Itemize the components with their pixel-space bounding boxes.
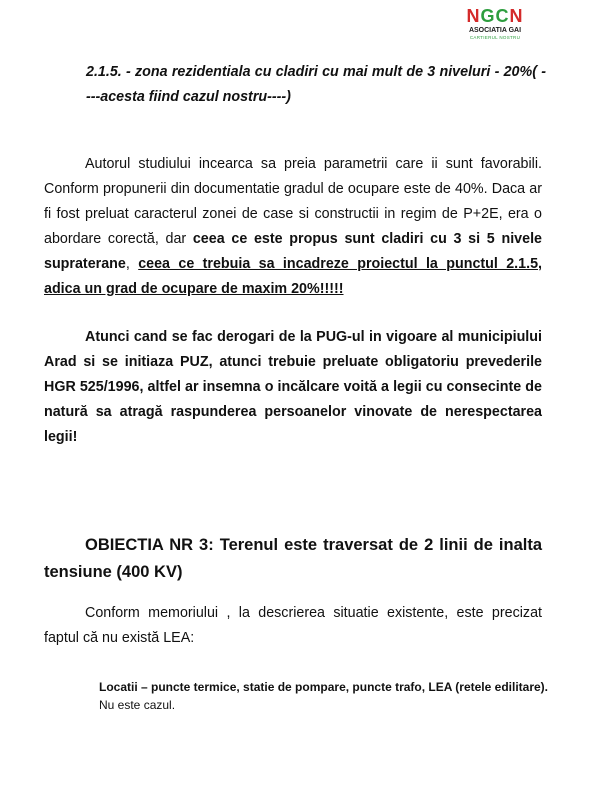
logo-letter-n: N bbox=[466, 6, 481, 26]
quote-line-not-applicable: Nu este cazul. bbox=[99, 698, 176, 712]
paragraph2-text: Atunci cand se fac derogari de la PUG-ul in vigoare al municipiului Arad si se initiaza PUZ, atunci trebuie preluate obligatoriu prevederile HGR 525/1996, altfel ar insemna o incălcare voită a legii cu consecinte de natură sa atragă raspunderea persoanelor vinovate de nerespectarea legii! bbox=[44, 329, 542, 445]
logo-association-name: ASOCIATIA GAI bbox=[468, 27, 522, 34]
paragraph1-normal-text: Autorul studiului incearca sa preia parametrii care ii sunt favorabili. Conform propunerii din documentatie gradul de ocupare este de 40%. Daca ar fi fost preluat caracterul zonei de case si constructii in regim de P+2E, era o abordare corectă, dar bbox=[44, 156, 542, 247]
logo-tagline: CARTIERUL NOSTRU bbox=[469, 35, 521, 40]
paragraph1-bold-underlined-text: ceea ce trebuia sa incadreze proiectul la punctul 2.1.5, adica un grad de ocupare de maxim 20%!!!!! bbox=[44, 256, 542, 297]
logo-letters-gc: GC bbox=[480, 6, 510, 26]
logo-wordmark bbox=[450, 6, 540, 26]
paragraph-derogation bbox=[44, 325, 542, 450]
quoted-excerpt bbox=[99, 678, 569, 714]
paragraph-memorandum bbox=[44, 601, 542, 651]
paragraph1-separator: , bbox=[125, 256, 139, 272]
section-heading: 2.1.5. - zona rezidentiala cu cladiri cu mai mult de 3 niveluri - 20%( ----acesta fiind cazul nostru----) bbox=[86, 64, 546, 105]
quote-line-locations: Locatii – puncte termice, statie de pompare, puncte trafo, LEA (retele edilitare). bbox=[99, 680, 548, 694]
paragraph1-bold-text: ceea ce este propus sunt cladiri cu 3 si 5 nivele supraterane bbox=[44, 231, 542, 272]
paragraph3-text: Conform memoriului , la descrierea situatie existente, este precizat faptul că nu există LEA: bbox=[44, 605, 542, 646]
ngcn-logo bbox=[450, 6, 540, 41]
logo-letter-n2: N bbox=[509, 6, 524, 26]
paragraph-author-parameters bbox=[44, 152, 542, 302]
objection-title-text: OBIECTIA NR 3: Terenul este traversat de 2 linii de inalta tensiune (400 KV) bbox=[44, 536, 542, 581]
objection-3-title bbox=[44, 532, 542, 586]
